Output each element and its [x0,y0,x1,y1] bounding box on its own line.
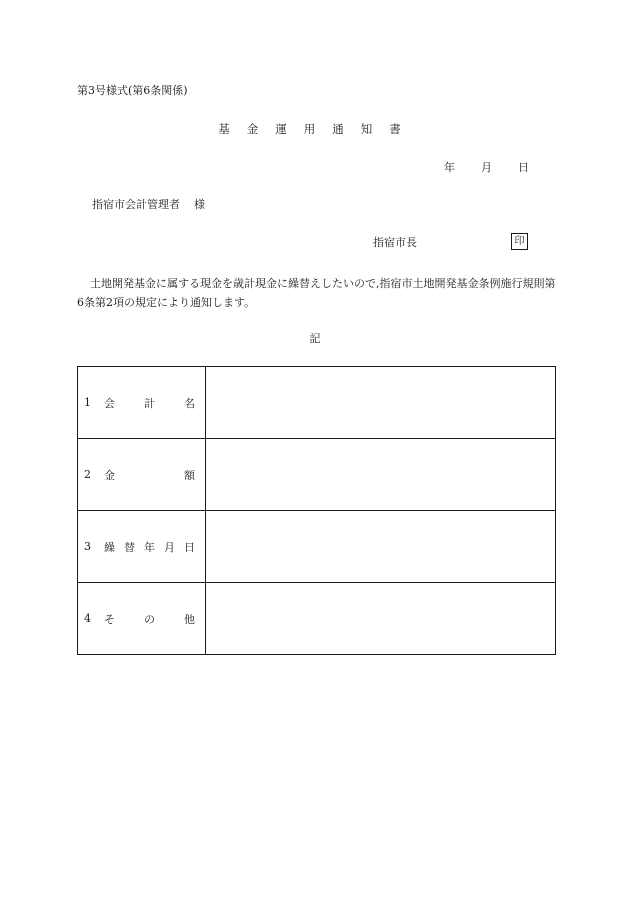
table-row [78,439,556,511]
addressee-honorific: 様 [194,198,205,211]
item-value-cell[interactable] [206,583,556,655]
item-label-char: 替 [124,540,135,554]
item-label-char: 他 [184,612,195,626]
form-number: 第3号様式(第6条関係) [77,84,188,97]
item-label-char: 月 [164,540,175,554]
item-label-char: 繰 [104,540,115,554]
item-value-cell[interactable] [206,511,556,583]
item-label [104,467,195,483]
item-number: 3 [84,540,91,553]
item-label-char: 金 [104,468,115,482]
table-row [78,511,556,583]
seal-mark: 印 [511,233,528,250]
item-label-char: 名 [184,396,195,410]
item-label-char: 日 [184,540,195,554]
item-label-cell [78,367,206,439]
date-line [444,162,529,173]
item-label-char: 額 [184,468,195,482]
item-label [104,395,195,411]
addressee [92,199,205,210]
item-label [104,611,195,627]
item-label-char: 会 [104,396,115,410]
item-label-char: 計 [144,396,155,410]
item-label-cell [78,583,206,655]
table-row [78,367,556,439]
item-label-cell [78,439,206,511]
items-table [77,366,556,655]
item-number: 4 [84,612,91,625]
item-value-cell[interactable] [206,439,556,511]
ki-heading: 記 [309,332,321,345]
table-row [78,583,556,655]
date-year: 年 [444,161,455,174]
addressee-name: 指宿市会計管理者 [92,198,180,211]
item-label [104,539,195,555]
item-number: 2 [84,468,91,481]
item-label-cell [78,511,206,583]
item-label-char: そ [104,612,115,626]
date-day: 日 [518,161,529,174]
sender-name: 指宿市長 [373,236,417,249]
item-value-cell[interactable] [206,367,556,439]
item-label-char: 年 [144,540,155,554]
date-month: 月 [481,161,492,174]
item-number: 1 [84,396,91,409]
body-text: 土地開発基金に属する現金を歳計現金に繰替えしたいので,指宿市土地開発基金条例施行規則第6条第2項の規定により通知します。 [77,277,556,309]
item-label-char: の [144,612,155,626]
document-title: 基金運用通知書 [218,122,418,136]
